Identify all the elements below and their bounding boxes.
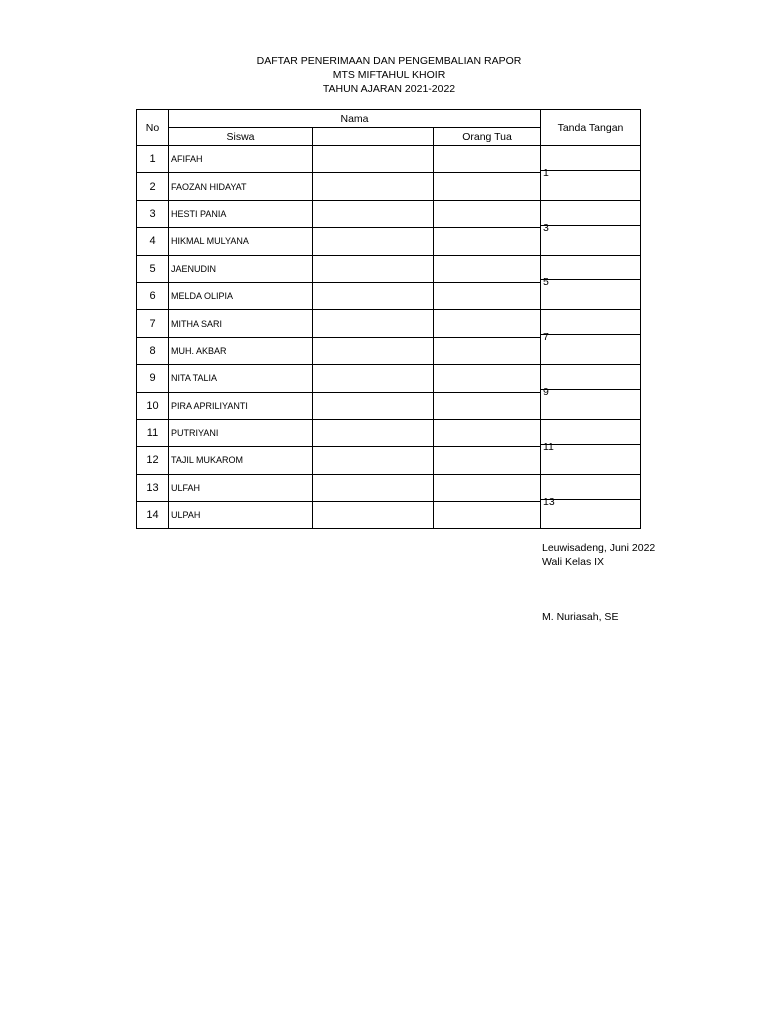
row-number: 13 xyxy=(137,474,169,501)
signature-number: 7 xyxy=(543,331,549,344)
student-name: ULPAH xyxy=(169,502,313,529)
student-name: ULFAH xyxy=(169,474,313,501)
row-number: 6 xyxy=(137,282,169,309)
parent-name-cell xyxy=(434,310,541,337)
row-number: 5 xyxy=(137,255,169,282)
row-number: 4 xyxy=(137,228,169,255)
student-name: PIRA APRILIYANTI xyxy=(169,392,313,419)
row-number: 2 xyxy=(137,173,169,200)
blank-cell xyxy=(313,255,434,282)
parent-name-cell xyxy=(434,200,541,227)
parent-name-cell xyxy=(434,228,541,255)
signature-cell xyxy=(541,255,641,310)
parent-name-cell xyxy=(434,502,541,529)
blank-cell xyxy=(313,474,434,501)
header-blank xyxy=(313,128,434,146)
heading-title: DAFTAR PENERIMAAN DAN PENGEMBALIAN RAPOR xyxy=(256,55,522,67)
blank-cell xyxy=(313,365,434,392)
heading-year: TAHUN AJARAN 2021-2022 xyxy=(322,83,456,95)
signature-line xyxy=(540,389,640,390)
signature-line xyxy=(540,225,640,226)
signature-cell xyxy=(541,310,641,365)
blank-cell xyxy=(313,228,434,255)
document-heading xyxy=(138,54,640,96)
blank-cell xyxy=(313,200,434,227)
student-name: MELDA OLIPIA xyxy=(169,282,313,309)
blank-cell xyxy=(313,146,434,173)
student-name: HESTI PANIA xyxy=(169,200,313,227)
signature-line xyxy=(540,334,640,335)
row-number: 8 xyxy=(137,337,169,364)
parent-name-cell xyxy=(434,337,541,364)
parent-name-cell xyxy=(434,282,541,309)
signature-cell xyxy=(541,365,641,420)
signature-cell xyxy=(541,474,641,529)
signature-cell xyxy=(541,146,641,201)
signature-cell xyxy=(541,419,641,474)
student-name: HIKMAL MULYANA xyxy=(169,228,313,255)
header-nama: Nama xyxy=(169,110,541,128)
parent-name-cell xyxy=(434,419,541,446)
header-orang-tua: Orang Tua xyxy=(434,128,541,146)
parent-name-cell xyxy=(434,146,541,173)
header-tanda-tangan: Tanda Tangan xyxy=(541,110,641,146)
signature-number: 3 xyxy=(543,221,549,234)
table-row xyxy=(137,474,641,501)
row-number: 12 xyxy=(137,447,169,474)
student-name: FAOZAN HIDAYAT xyxy=(169,173,313,200)
row-number: 10 xyxy=(137,392,169,419)
table-row xyxy=(137,200,641,227)
table-row xyxy=(137,365,641,392)
table-row xyxy=(137,255,641,282)
signature-line xyxy=(540,444,640,445)
blank-cell xyxy=(313,392,434,419)
footer-place-date: Leuwisadeng, Juni 2022 xyxy=(542,542,656,554)
table-row xyxy=(137,419,641,446)
header-siswa: Siswa xyxy=(169,128,313,146)
row-number: 1 xyxy=(137,146,169,173)
student-name: MITHA SARI xyxy=(169,310,313,337)
signature-number: 13 xyxy=(543,495,555,508)
signature-line xyxy=(540,279,640,280)
student-name: PUTRIYANI xyxy=(169,419,313,446)
blank-cell xyxy=(313,419,434,446)
header-no: No xyxy=(137,110,169,146)
signature-number: 1 xyxy=(543,166,549,179)
signature-number: 9 xyxy=(543,386,549,399)
blank-cell xyxy=(313,337,434,364)
table-header-row xyxy=(137,110,641,128)
parent-name-cell xyxy=(434,474,541,501)
parent-name-cell xyxy=(434,365,541,392)
blank-cell xyxy=(313,173,434,200)
row-number: 3 xyxy=(137,200,169,227)
signature-number: 5 xyxy=(543,276,549,289)
parent-name-cell xyxy=(434,392,541,419)
student-name: NITA TALIA xyxy=(169,365,313,392)
row-number: 14 xyxy=(137,502,169,529)
signature-cell xyxy=(541,200,641,255)
blank-cell xyxy=(313,310,434,337)
blank-cell xyxy=(313,282,434,309)
row-number: 9 xyxy=(137,365,169,392)
student-name: MUH. AKBAR xyxy=(169,337,313,364)
table-row xyxy=(137,146,641,173)
student-name: AFIFAH xyxy=(169,146,313,173)
blank-cell xyxy=(313,502,434,529)
signature-line xyxy=(540,170,640,171)
footer-role: Wali Kelas IX xyxy=(542,556,605,568)
table-row xyxy=(137,310,641,337)
signature-line xyxy=(540,499,640,500)
student-name: TAJIL MUKAROM xyxy=(169,447,313,474)
signature-number: 11 xyxy=(543,440,554,453)
row-number: 7 xyxy=(137,310,169,337)
parent-name-cell xyxy=(434,447,541,474)
heading-school: MTS MIFTAHUL KHOIR xyxy=(332,69,446,81)
parent-name-cell xyxy=(434,173,541,200)
parent-name-cell xyxy=(434,255,541,282)
row-number: 11 xyxy=(137,419,169,446)
blank-cell xyxy=(313,447,434,474)
footer-signatory-name: M. Nuriasah, SE xyxy=(542,611,619,623)
roster-table xyxy=(136,109,641,529)
student-name: JAENUDIN xyxy=(169,255,313,282)
